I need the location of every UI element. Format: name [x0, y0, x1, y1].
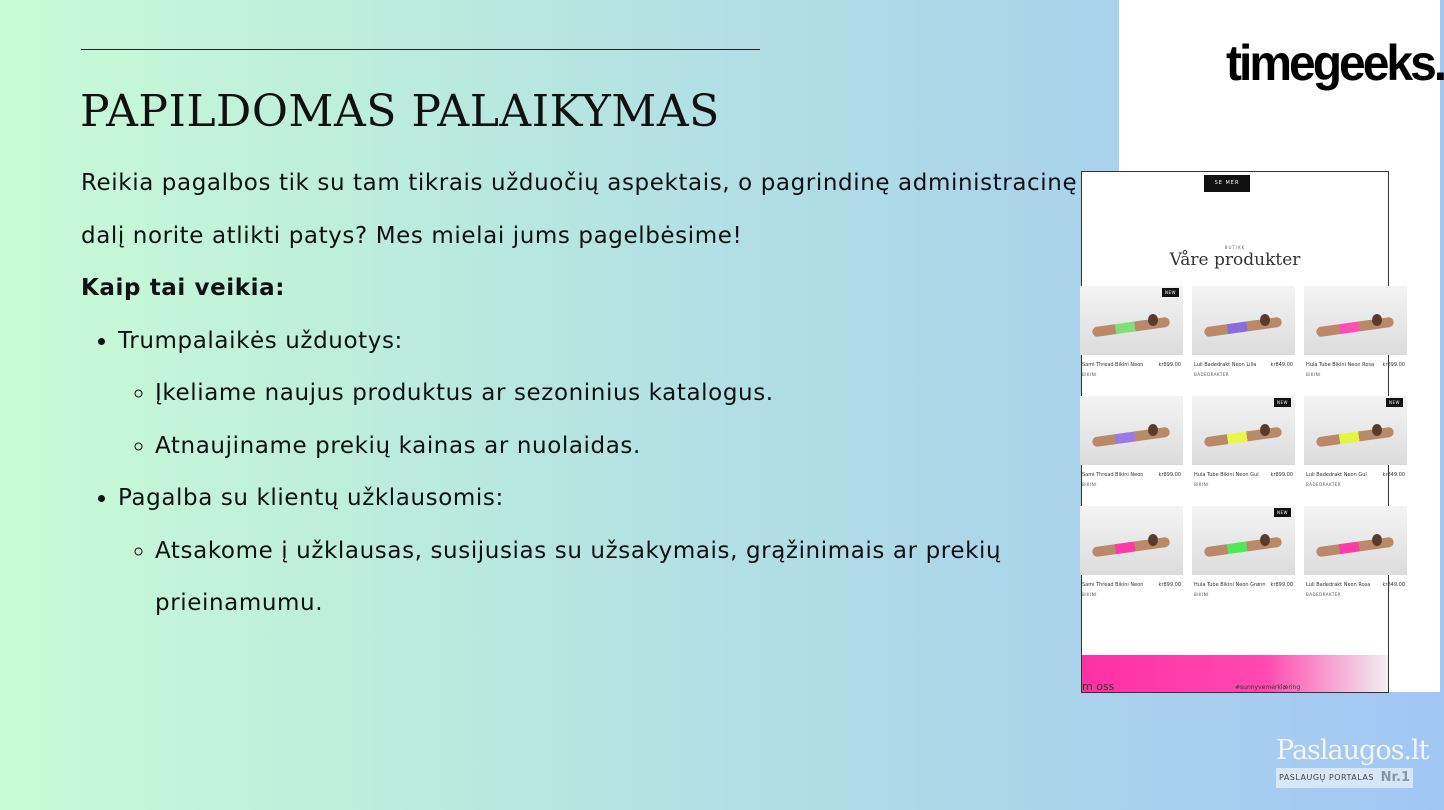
slide-title: PAPILDOMAS PALAIKYMAS: [80, 86, 720, 137]
product-price: kr899.00: [1270, 582, 1293, 588]
sub-bullet-list: [118, 367, 1081, 472]
product-image: [1192, 286, 1295, 355]
model-head: [1148, 534, 1158, 546]
swimsuit-figure: [1204, 537, 1283, 558]
paslaugos-watermark: [1276, 735, 1429, 788]
new-badge: NEW: [1386, 398, 1403, 407]
swimsuit-figure: [1092, 537, 1171, 558]
model-head: [1148, 424, 1158, 436]
model-head: [1372, 424, 1382, 436]
product-category: BIKINI: [1082, 482, 1097, 487]
product-category: BIKINI: [1306, 372, 1321, 377]
product-category: BIKINI: [1082, 592, 1097, 597]
new-badge: NEW: [1162, 288, 1179, 297]
model-head: [1260, 424, 1270, 436]
list-item: [118, 472, 1081, 630]
swimsuit-figure: [1204, 317, 1283, 338]
product-price: kr849.00: [1382, 472, 1405, 478]
banner-hashtag: #sunnyvemerklæring: [1235, 684, 1301, 691]
product-price: kr899.00: [1158, 582, 1181, 588]
how-it-works-heading: Kaip tai veikia:: [81, 275, 286, 301]
swimsuit-figure: [1204, 427, 1283, 448]
product-price: kr849.00: [1382, 582, 1405, 588]
product-price: kr899.00: [1158, 362, 1181, 368]
swimsuit-figure: [1092, 317, 1171, 338]
bullet-label: Trumpalaikės užduotys:: [118, 327, 403, 354]
product-name: Luli Badedrakt Neon Rosa: [1306, 582, 1371, 588]
slide-body: [81, 157, 1081, 630]
top-divider-line: [81, 49, 760, 50]
sub-bullet-list: [118, 525, 1081, 630]
product-name: Luli Badedrakt Neon Gul: [1306, 472, 1367, 478]
watermark-subtitle: PASLAUGŲ PORTALAS: [1279, 773, 1374, 782]
model-head: [1372, 314, 1382, 326]
product-image: [1304, 286, 1407, 355]
model-head: [1372, 534, 1382, 546]
product-category: BADEDRAKTER: [1306, 482, 1342, 487]
product-category: BIKINI: [1194, 482, 1209, 487]
timegeeks-logo: timegeeks.: [1226, 35, 1444, 92]
website-screenshot: [1081, 171, 1405, 693]
swimsuit-figure: [1316, 317, 1395, 338]
product-name: Sami Thread Bikini Neon: [1082, 472, 1144, 478]
swimsuit-figure: [1316, 427, 1395, 448]
se-mer-button: SE MER: [1204, 175, 1250, 192]
product-image: [1080, 506, 1183, 575]
product-name: Hula Tube Bikini Neon Gul: [1194, 472, 1259, 478]
product-name: Hula Tube Bikini Neon Rosa: [1306, 362, 1375, 368]
product-price: kr899.00: [1382, 362, 1405, 368]
list-item: ◦ Atnaujiname prekių kainas ar nuolaidas.: [155, 420, 1081, 473]
product-image: [1304, 506, 1407, 575]
product-name: Hula Tube Bikini Neon Grønn: [1194, 582, 1266, 588]
bullet-list: [81, 315, 1081, 630]
product-category: BADEDRAKTER: [1194, 372, 1230, 377]
product-image: [1080, 396, 1183, 465]
shop-kicker: BUTIKK: [1224, 245, 1246, 250]
product-category: BIKINI: [1194, 592, 1209, 597]
model-head: [1260, 534, 1270, 546]
bullet-label: Pagalba su klientų užklausomis:: [118, 485, 504, 511]
intro-paragraph: Reikia pagalbos tik su tam tikrais užduočių aspektais, o pagrindinę administracinę dalį norite atlikti patys? Mes mielai jums pagelbėsime!: [81, 170, 1078, 249]
list-item: [118, 315, 1081, 473]
model-head: [1260, 314, 1270, 326]
banner-left-text: m oss: [1082, 680, 1115, 693]
product-price: kr899.00: [1270, 472, 1293, 478]
products-heading: Våre produkter: [1169, 250, 1301, 270]
swimsuit-figure: [1092, 427, 1171, 448]
product-name: Luli Badedrakt Neon Lilla: [1194, 362, 1257, 368]
product-price: kr849.00: [1270, 362, 1293, 368]
watermark-sub: [1276, 768, 1413, 788]
product-category: BADEDRAKTER: [1306, 592, 1342, 597]
model-head: [1148, 314, 1158, 326]
list-item: ◦ Atsakome į užklausas, susijusias su užsakymais, grąžinimais ar prekių prieinamumu.: [155, 525, 1081, 630]
new-badge: NEW: [1274, 508, 1291, 517]
product-price: kr899.00: [1158, 472, 1181, 478]
new-badge: NEW: [1274, 398, 1291, 407]
product-name: Sami Thread Bikini Neon: [1082, 362, 1144, 368]
bottom-banner: [1082, 655, 1388, 692]
list-item: ◦ Įkeliame naujus produktus ar sezoninius katalogus.: [155, 367, 1081, 420]
watermark-brand: Paslaugos.lt: [1276, 735, 1429, 766]
swimsuit-figure: [1316, 537, 1395, 558]
product-category: BIKINI: [1082, 372, 1097, 377]
product-name: Sami Thread Bikini Neon: [1082, 582, 1144, 588]
watermark-nr: Nr.1: [1380, 770, 1410, 785]
